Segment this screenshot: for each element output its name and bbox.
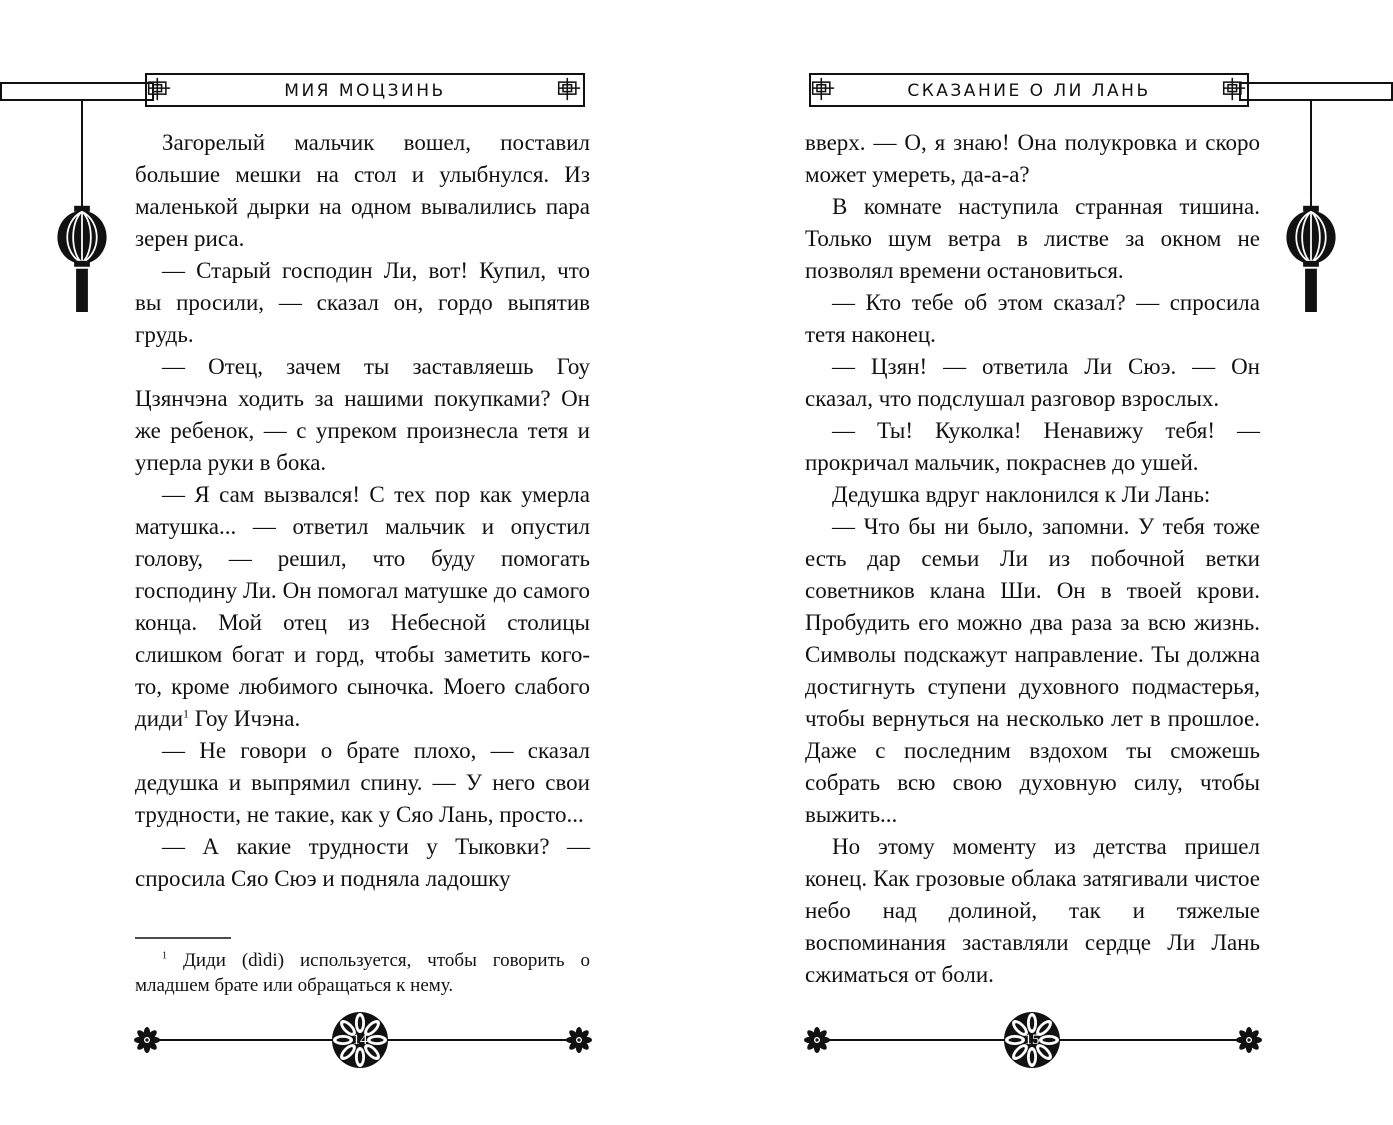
paragraph: — Что бы ни было, запомни. У тебя тоже есть дар семьи Ли из побочной ветки советников клана Ши. Он в твоей крови. Пробудить его можно два раза за всю жизнь. Символы подскажут направление. Ты должна достигнуть ступени духовного подмастерья, чтобы вернуться на несколько лет в прошлое. Даже с последним вздохом ты сможешь собрать всю свою духовную силу, чтобы выжить... [805, 514, 1260, 827]
footnote-text: Диди (dìdi) используется, чтобы говорить о младшем брате или обращаться к нему. [135, 950, 590, 996]
paragraph: Загорелый мальчик вошел, поставил большие мешки на стол и улыбнулся. Из маленькой дырки на одном вывалились пара зерен риса. [135, 130, 590, 251]
lantern-icon [1286, 100, 1335, 312]
paragraph: — Кто тебе об этом сказал? — спросила тетя наконец. [805, 290, 1260, 347]
flower-icon [1236, 1027, 1262, 1053]
footnote-number: 1 [162, 950, 167, 962]
flower-icon [804, 1027, 830, 1053]
right-running-header: СКАЗАНИЕ О ЛИ ЛАНЬ [907, 81, 1151, 101]
flower-icon [566, 1027, 592, 1053]
paragraph: Дедушка вдруг наклонился к Ли Лань: [832, 482, 1211, 507]
paragraph: — Старый господин Ли, вот! Купил, что вы просили, — сказал он, гордо выпятив грудь. [135, 258, 590, 347]
paragraph-tail: Гоу Ичэна. [189, 706, 301, 731]
paragraph: В комнате наступила странная тишина. Только шум ветра в листве за окном не позволял времени остановиться. [805, 194, 1260, 283]
paragraph: — А какие трудности у Тыковки? — спросила Сяо Сюэ и подняла ладошку [135, 834, 590, 891]
paragraph: вверх. — О, я знаю! Она полукровка и скоро может умереть, да-а-а? [805, 130, 1260, 187]
paragraph: — Отец, зачем ты заставляешь Гоу Цзянчэна ходить за нашими покупками? Он же ребенок, — с упреком произнесла тетя и уперла руки в бока. [135, 354, 590, 475]
right-page-body [805, 127, 1260, 991]
paragraph: — Ты! Куколка! Ненавижу тебя! — прокричал мальчик, покраснев до ушей. [805, 418, 1260, 475]
lantern-icon [57, 100, 106, 312]
paragraph [135, 479, 590, 735]
left-page-body [135, 127, 590, 895]
page-number-left: 14 [352, 1032, 368, 1048]
paragraph: Но этому моменту из детства пришел конец. Как грозовые облака затягивали чистое небо над долиной, так и тяжелые воспоминания заставляли сердце Ли Лань сжиматься от боли. [805, 834, 1260, 987]
paragraph-text: — Я сам вызвался! С тех пор как умерла матушка... — ответил мальчик и опустил голову, — решил, что буду помогать господину Ли. Он помогал матушке до самого конца. Мой отец из Небесной столицы слишком богат и горд, чтобы заметить кого-то, кроме любимого сыночка. Моего слабого диди [135, 482, 590, 731]
paragraph: — Цзян! — ответила Ли Сюэ. — Он сказал, что подслушал разговор взрослых. [805, 354, 1260, 411]
footnote [135, 948, 590, 998]
paragraph: — Не говори о брате плохо, — сказал дедушка и выпрямил спину. — У него свои трудности, не такие, как у Сяо Лань, просто... [135, 738, 590, 827]
flower-icon [134, 1027, 160, 1053]
page-number-right: 15 [1024, 1032, 1040, 1048]
left-running-header: МИЯ МОЦЗИНЬ [284, 81, 446, 101]
footnote-marker[interactable]: 1 [183, 706, 190, 721]
